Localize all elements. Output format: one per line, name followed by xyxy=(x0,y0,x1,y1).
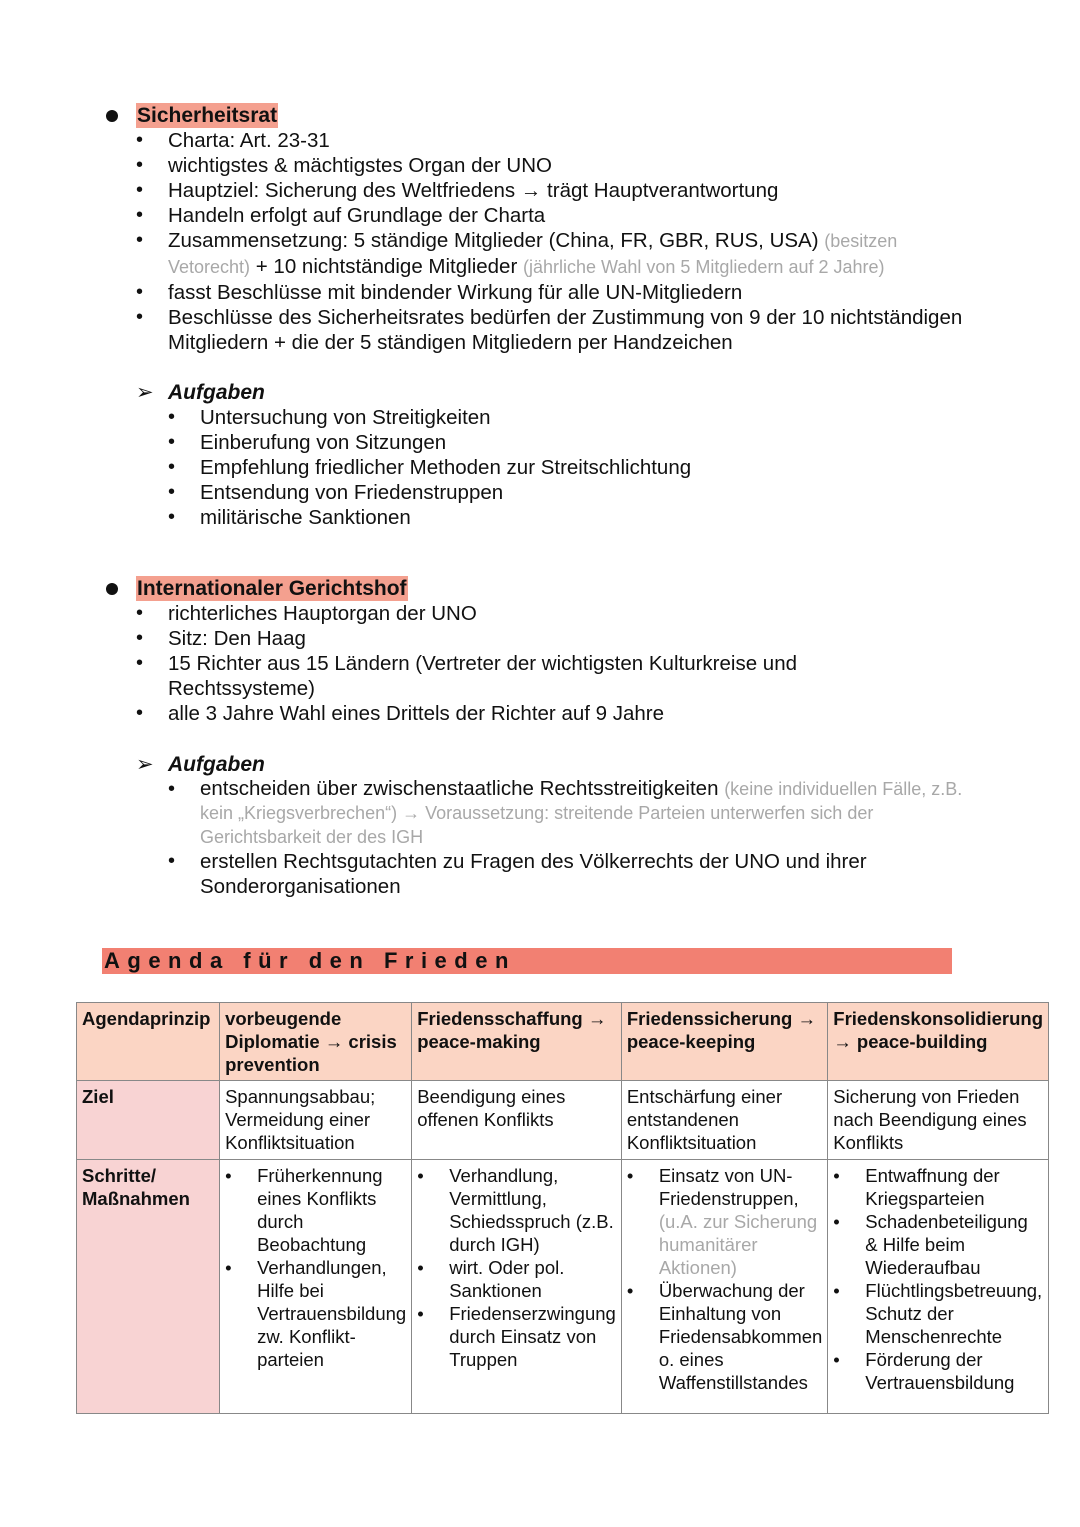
header-cell: Friedenssicherung → peace-keeping xyxy=(621,1003,827,1081)
header-cell: Friedenskonsolidierung → peace-building xyxy=(828,1003,1049,1081)
list-item: • Untersuchung von Streitigkeiten xyxy=(168,405,978,430)
list-item: • wichtigstes & mächtigstes Organ der UNO xyxy=(136,153,966,178)
list-item: • Beschlüsse des Sicherheitsrates bedürfen der Zustimmung von 9 der 10 nichtständigen Mitgliedern + die der 5 ständigen Mitgliedern per Handzeichen xyxy=(136,305,966,355)
list-item: • Förderung der Vertrauensbildung xyxy=(833,1348,1043,1394)
table-cell xyxy=(220,1160,412,1414)
agenda-banner xyxy=(102,948,952,974)
sicherheitsrat-list xyxy=(136,128,966,355)
sicherheitsrat-title: Sicherheitsrat xyxy=(137,104,278,127)
list-item: • Einberufung von Sitzungen xyxy=(168,430,978,455)
list-item: • Flüchtlingsbetreuung, Schutz der Menschenrechte xyxy=(833,1279,1043,1348)
agenda-table xyxy=(76,1002,1049,1414)
list-item: • Früherkennung eines Konflikts durch Beobachtung xyxy=(225,1164,406,1256)
table-row-ziel xyxy=(77,1081,1049,1160)
list-item: • 15 Richter aus 15 Ländern (Vertreter der wichtigsten Kulturkreise und Rechtssysteme) xyxy=(136,651,836,701)
list-item: • Einsatz von UN-Friedenstruppen, (u.A. zur Sicherung humanitärer Aktionen) xyxy=(627,1164,822,1279)
list-item: • wirt. Oder pol. Sanktionen xyxy=(417,1256,616,1302)
arrow-icon: ➢ xyxy=(136,753,154,776)
list-item: • Schadenbeteiligung & Hilfe beim Wiederaufbau xyxy=(833,1210,1043,1279)
list-item: • erstellen Rechtsgutachten zu Fragen des Völkerrechts der UNO und ihrer Sonderorganisationen xyxy=(168,849,920,899)
table-row-schritte xyxy=(77,1160,1049,1414)
igh-aufgaben-heading: ➢ Aufgaben xyxy=(136,753,265,776)
table-cell: Entschärfung einer entstandenen Konfliktsituation xyxy=(621,1081,827,1160)
list-item: • Überwachung der Einhaltung von Friedensabkommen o. eines Waffenstillstandes xyxy=(627,1279,822,1394)
list-item: • Verhandlungen, Hilfe bei Vertrauensbildung zw. Konflikt-parteien xyxy=(225,1256,406,1371)
table-header-row xyxy=(77,1003,1049,1081)
table-cell: Beendigung eines offenen Konflikts xyxy=(412,1081,622,1160)
agenda-title: Agenda für den Frieden xyxy=(104,948,516,973)
igh-list xyxy=(136,601,836,726)
list-item-zusammensetzung: • Zusammensetzung: 5 ständige Mitglieder (China, FR, GBR, RUS, USA) (besitzen Vetorecht) + 10 nichtständige Mitglieder (jährliche Wahl von 5 Mitgliedern auf 2 Jahre) xyxy=(136,228,966,280)
table-cell: Sicherung von Frieden nach Beendigung eines Konflikts xyxy=(828,1081,1049,1160)
header-cell: Friedensschaffung → peace-making xyxy=(412,1003,622,1081)
arrow-icon: ➢ xyxy=(136,381,154,404)
sicherheitsrat-aufgaben-heading: ➢ Aufgaben xyxy=(136,381,265,404)
table-cell: Spannungsabbau; Vermeidung einer Konfliktsituation xyxy=(220,1081,412,1160)
list-item: • alle 3 Jahre Wahl eines Drittels der Richter auf 9 Jahre xyxy=(136,701,836,726)
list-item: • entscheiden über zwischenstaatliche Rechtsstreitigkeiten (keine individuellen Fälle, z.B. kein „Kriegsverbrechen“) → Voraussetzung: streitende Parteien unterwerfen sich der Gerichtsbarkeit der des IGH xyxy=(168,777,968,849)
table-cell xyxy=(412,1160,622,1414)
igh-aufgaben-list xyxy=(168,777,968,899)
list-item: • Verhandlung, Vermittlung, Schiedsspruch (z.B. durch IGH) xyxy=(417,1164,616,1256)
table-cell xyxy=(621,1160,827,1414)
list-item: • Charta: Art. 23-31 xyxy=(136,128,966,153)
list-item: • richterliches Hauptorgan der UNO xyxy=(136,601,836,626)
row-label: Ziel xyxy=(77,1081,220,1160)
sicherheitsrat-aufgaben-list xyxy=(168,405,978,530)
list-item: • Friedenserzwingung durch Einsatz von Truppen xyxy=(417,1302,616,1371)
list-item: • Sitz: Den Haag xyxy=(136,626,836,651)
list-item: • Empfehlung friedlicher Methoden zur Streitschlichtung xyxy=(168,455,978,480)
igh-title: Internationaler Gerichtshof xyxy=(137,577,407,600)
list-item: • Entwaffnung der Kriegsparteien xyxy=(833,1164,1043,1210)
row-label: Schritte/ Maßnahmen xyxy=(77,1160,220,1414)
list-item: • fasst Beschlüsse mit bindender Wirkung für alle UN-Mitgliedern xyxy=(136,280,966,305)
header-cell: Agendaprinzip xyxy=(77,1003,220,1081)
bullet-icon xyxy=(106,110,118,122)
list-item: • Entsendung von Friedenstruppen xyxy=(168,480,978,505)
header-cell: vorbeugende Diplomatie → crisis prevention xyxy=(220,1003,412,1081)
table-cell xyxy=(828,1160,1049,1414)
bullet-icon xyxy=(106,583,118,595)
list-item: • Hauptziel: Sicherung des Weltfriedens → trägt Hauptverantwortung xyxy=(136,178,966,203)
list-item: • Handeln erfolgt auf Grundlage der Charta xyxy=(136,203,966,228)
list-item: • militärische Sanktionen xyxy=(168,505,978,530)
